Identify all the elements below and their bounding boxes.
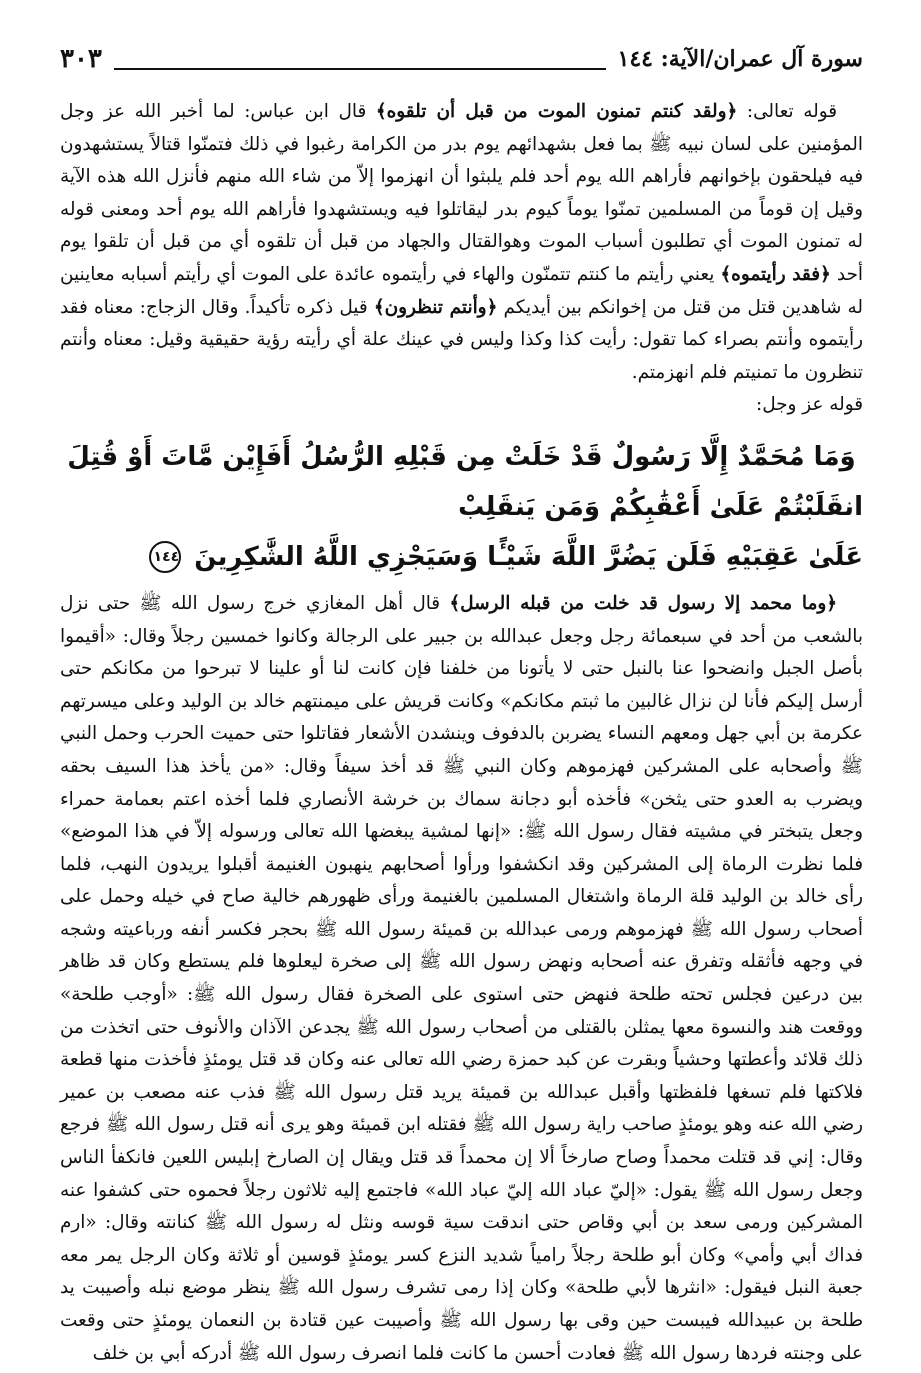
verse-number-marker: ١٤٤ — [149, 541, 181, 573]
para1-quote: ﴿ولقد كنتم تمنون الموت من قبل أن تلقوه﴾ — [375, 101, 738, 122]
surah-title: سورة آل عمران/الآية: ١٤٤ — [617, 46, 863, 72]
paragraph-commentary-1 — [60, 96, 863, 389]
body-text — [60, 96, 863, 1370]
verse-line-2-text: عَلَىٰ عَقِبَيْهِ فَلَن يَضُرَّ اللَّهَ شَيْـًٔا وَسَيَجْزِي اللَّهُ الشَّٰكِرِينَ — [194, 541, 863, 572]
page-number: ٣٠٣ — [60, 44, 102, 74]
page-header — [60, 44, 863, 88]
para1-quote2: ﴿فقد رأيتموه﴾ — [720, 263, 831, 285]
paragraph-intro: قوله عز وجل: — [756, 394, 863, 416]
paragraph-commentary-2 — [60, 588, 863, 1370]
verse-line-2 — [60, 532, 863, 582]
document-page — [60, 44, 863, 1373]
para1-rest2: يعني رأيتم ما كنتم تتمنّون والهاء في رأيتموه عائدة على الموت أي رأيتم أسبابه معاينين له شاهدين قتل من قتل من إخوانكم بين أيديكم — [60, 263, 863, 318]
verse-line-1: وَمَا مُحَمَّدٌ إِلَّا رَسُولٌ قَدْ خَلَتْ مِن قَبْلِهِ الرُّسُلُ أَفَإِيْن مَّاتَ أَوْ قُتِلَ انقَلَبْتُمْ عَلَىٰ أَعْقَٰبِكُمْ وَمَن يَنقَلِبْ — [67, 441, 863, 522]
para1-rest: قال ابن عباس: لما أخبر الله عز وجل المؤمنين على لسان نبيه ﷺ بما فعل بشهدائهم يوم بدر من الكرامة رغبوا في ذلك فتمنّوا قتالاً يستشهدون فيه فيلحقون بإخوانهم فأراهم الله يوم أحد فلم يلبثوا أن انهزموا إلاّ من شاء الله منهم فأنزل الله هذه الآية وقيل إن قوماً من المسلمين تمنّوا يوماً كيوم بدر ليقاتلوا فيه ويستشهدوا فأراهم الله يوم أحد ومعنى قوله له تمنون الموت أي تطلبون أسباب الموت وهوالقتال والجهاد من قبل أن تلقوه أي من قبل أن تلقوا يوم أحد — [60, 101, 863, 285]
para1-lead: قوله تعالى: — [737, 101, 838, 122]
quran-verse — [60, 432, 863, 582]
para1-rest3: قيل ذكره تأكيداً. وقال الزجاج: معناه فقد رأيتموه وأنتم بصراء كما تقول: رأيت كذا وكذا وليس في عينك علة أي رأيته رؤية حقيقية وقيل: معناه وأنتم تنظرون ما تمنيتم فلم انهزمتم. — [60, 296, 863, 383]
para1-quote3: ﴿وأنتم تنظرون﴾ — [373, 296, 498, 318]
para3-rest: قال أهل المغازي خرج رسول الله ﷺ حتى نزل بالشعب من أحد في سبعمائة رجل وجعل عبدالله بن جبير على الرجالة وكانوا خمسين رجلاً وقال: «أقيموا بأصل الجبل وانضحوا عنا بالنبل حتى لا يأتونا من خلفنا فإن كانت لنا أو علينا لا تبرحوا من مكانكم حتى أرسل إليكم فأنا لن نزال غالبين ما ثبتم مكانكم» وكانت قريش على ميمنتهم خالد بن الوليد وعلى ميسرتهم عكرمة بن أبي جهل ومعهم النساء يضربن بالدفوف وينشدن الأشعار فقاتلوا حتى حميت الحرب وحمل النبي ﷺ وأصحابه على المشركين فهزموهم وكان النبي ﷺ قد أخذ سيفاً وقال: «من يأخذ هذا السيف بحقه ويضرب به العدو حتى يثخن» فأخذه أبو دجانة سماك بن خرشة الأنصاري فلما أخذه اعتم بعمامة حمراء وجعل يتبختر في مشيته فقال رسول الله ﷺ: «إنها لمشية يبغضها الله تعالى ورسوله إلاّ في هذا الموضع» فلما نظرت الرماة إلى المشركين وقد انكشفوا ورأوا أصحابهم ينهبون الغنيمة أقبلوا يريدون النهب، فلما رأى خالد بن الوليد قلة الرماة واشتغال المسلمين بالغنيمة ورأى ظهورهم خالية صاح في خيله وحمل على أصحاب رسول الله ﷺ فهزموهم ورمى عبدالله بن قميئة رسول الله ﷺ بحجر فكسر أنفه ورباعيته وشجه في وجهه فأثقله وتفرق عنه أصحابه ونهض رسول الله ﷺ إلى صخرة ليعلوها فلم يستطع وكان قد ظاهر بين درعين فجلس تحته طلحة فنهض حتى استوى على الصخرة فقال رسول الله ﷺ: «أوجب طلحة» ووقعت هند والنسوة معها يمثلن بالقتلى من أصحاب رسول الله ﷺ يجدعن الآذان والأنوف حتى اتخذت من ذلك قلائد وأعطتها وحشياً وبقرت عن كبد حمزة رضي الله تعالى عنه وكان قد قتل يومئذٍ فأخذت منها قطعة فلاكتها فلم تسغها فلفظتها وأقبل عبدالله بن قميئة يريد قتل رسول الله ﷺ فذب عنه مصعب بن عمير رضي الله عنه وهو يومئذٍ صاحب راية رسول الله ﷺ فقتله ابن قميئة وهو يرى أنه قتل رسول الله ﷺ فرجع وقال: إني قد قتلت محمداً وصاح صارخاً ألا إن محمداً قد قتل ويقال إن الصارخ إبليس اللعين فانكفأ الناس وجعل رسول الله ﷺ يقول: «إليّ عباد الله إليّ عباد الله» فاجتمع إليه ثلاثون رجلاً فحموه حتى كشفوا عنه المشركين ورمى سعد بن أبي وقاص حتى اندقت سية قوسه ونثل له رسول الله ﷺ كنانته وقال: «ارم فداك أبي وأمي» وكان أبو طلحة رجلاً رامياً شديد النزع كسر يومئذٍ قوسين أو ثلاثة وكان الرجل يمر معه جعبة النبل فيقول: «انثرها لأبي طلحة» وكان إذا رمى تشرف رسول الله ﷺ ينظر موضع نبله وأصيبت يد طلحة بن عبيدالله فيبست حين وقى بها رسول الله ﷺ وأصيبت عين قتادة بن النعمان يومئذٍ حتى وقعت على وجنته فردها رسول الله ﷺ فعادت أحسن ما كانت فلما انصرف رسول الله ﷺ أدركه أبي بن خلف — [60, 592, 863, 1364]
para3-quote: ﴿وما محمد إلا رسول قد خلت من قبله الرسل﴾ — [449, 592, 837, 614]
header-rule — [114, 68, 606, 70]
